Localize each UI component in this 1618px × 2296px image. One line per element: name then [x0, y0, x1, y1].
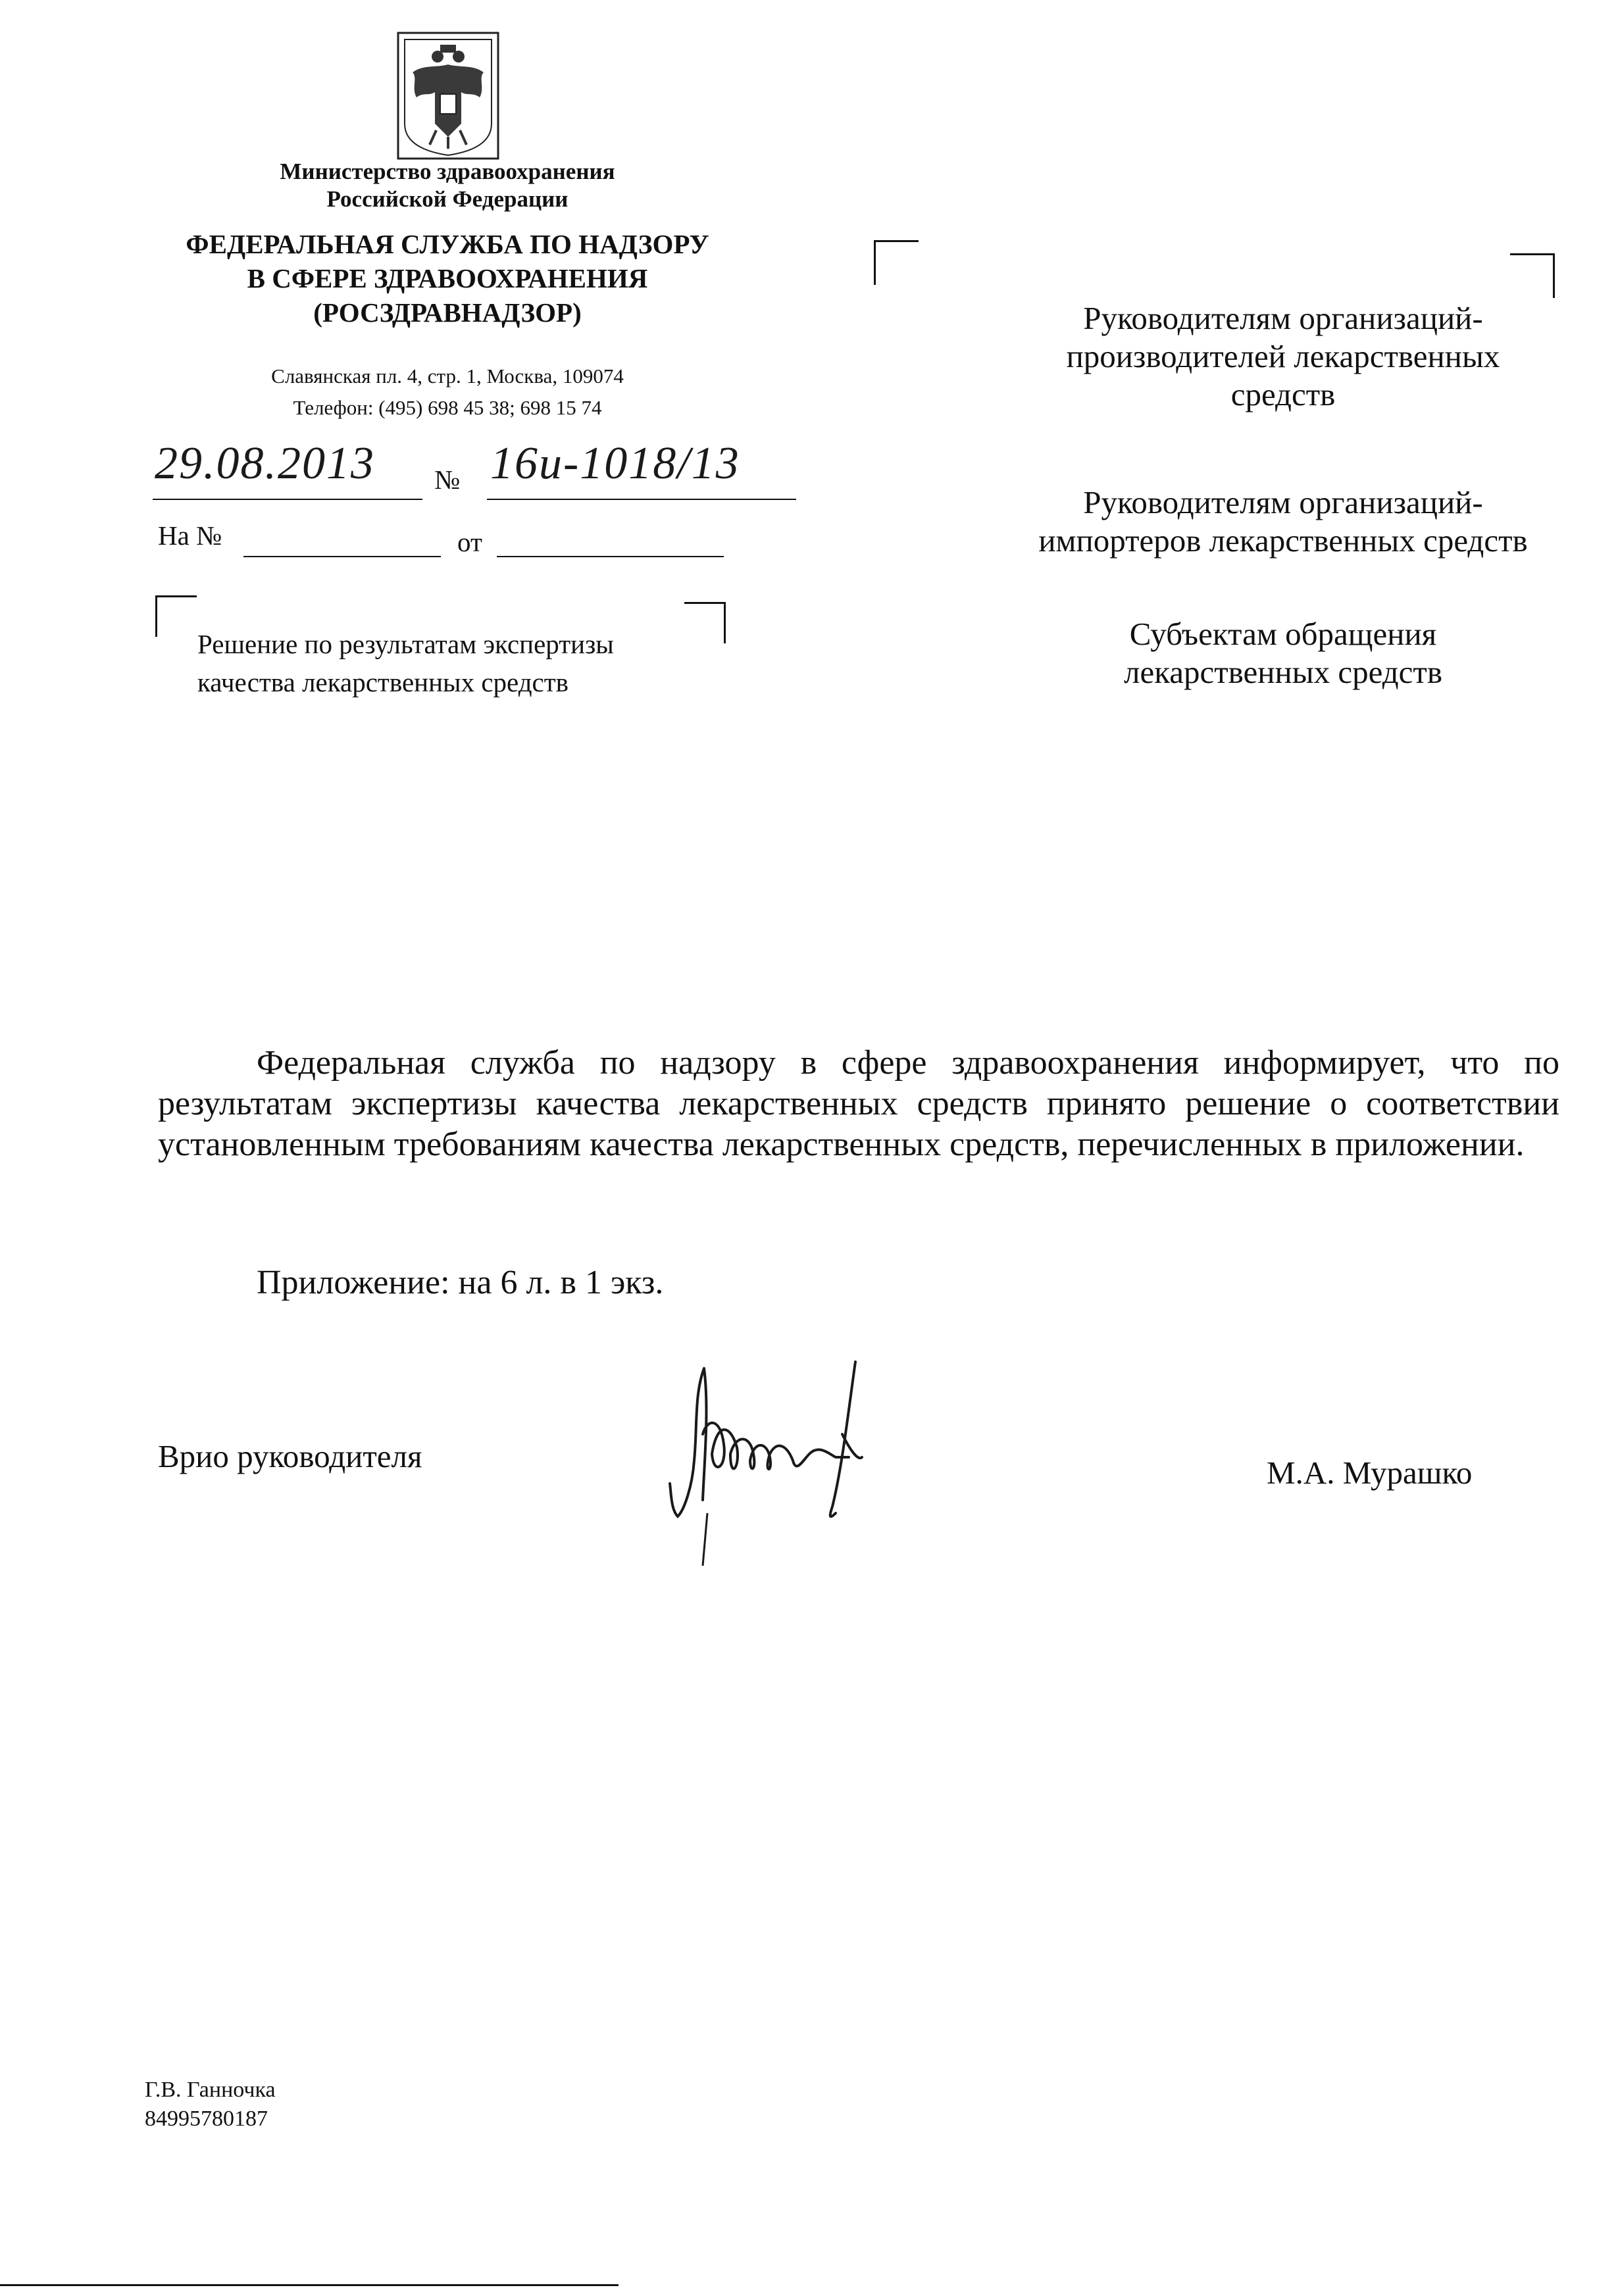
executor-phone: 84995780187: [145, 2107, 268, 2131]
executor-name: Г.В. Ганночка: [145, 2078, 276, 2102]
executor-block: [145, 2076, 276, 2134]
recipient-corner-right: [1510, 253, 1555, 298]
body-paragraph: [158, 1043, 1559, 1165]
ref-number-line: [243, 556, 441, 557]
recipient-2-line-2: импортеров лекарственных средств: [1038, 522, 1528, 559]
ref-date-label: от: [457, 527, 482, 557]
bottom-rule: [0, 2284, 619, 2286]
subject-corner-right: [684, 602, 726, 643]
service-line-2: В СФЕРЕ ЗДРАВООХРАНЕНИЯ: [247, 263, 648, 293]
recipient-1-line-1: Руководителям организаций-: [1083, 300, 1483, 336]
attachment-note: Приложение: на 6 л. в 1 экз.: [257, 1264, 664, 1301]
subject-corner-left: [155, 595, 197, 637]
subject: [197, 625, 614, 701]
registration-number: 16и-1018/13: [490, 438, 740, 489]
service-name: [79, 227, 816, 330]
recipient-1-line-2: производителей лекарственных: [1066, 338, 1500, 374]
handwritten-signature: [632, 1355, 908, 1566]
ministry-name: [132, 158, 763, 213]
recipient-3-line-1: Субъектам обращения: [1129, 616, 1437, 652]
signatory-name: М.А. Мурашко: [1267, 1455, 1473, 1491]
service-line-3: (РОСЗДРАВНАДЗОР): [313, 297, 582, 328]
recipient-2: [948, 484, 1618, 560]
service-line-1: ФЕДЕРАЛЬНАЯ СЛУЖБА ПО НАДЗОРУ: [186, 229, 709, 259]
recipient-1: [948, 299, 1618, 414]
recipient-corner-left: [874, 240, 919, 285]
subject-line-1: Решение по результатам экспертизы: [197, 629, 614, 659]
body-paragraph-text: Федеральная служба по надзору в сфере здравоохранения информирует, что по результатам экспертизы качества лекарственных средств принято решение о соответствии установленным требованиям качества лекарственных средств, перечисленных в приложении.: [158, 1044, 1559, 1163]
subject-line-2: качества лекарственных средств: [197, 667, 569, 697]
coat-of-arms-emblem: [397, 32, 499, 160]
number-underline: [487, 499, 796, 500]
date-underline: [153, 499, 422, 500]
ministry-line-1: Министерство здравоохранения: [280, 159, 615, 184]
recipient-2-line-1: Руководителям организаций-: [1083, 484, 1483, 520]
number-label: №: [434, 464, 461, 495]
address-block: [132, 361, 763, 424]
phone: Телефон: (495) 698 45 38; 698 15 74: [293, 396, 602, 419]
ref-date-line: [497, 556, 724, 557]
recipient-3: [948, 615, 1618, 691]
ministry-line-2: Российской Федерации: [326, 186, 569, 212]
recipient-1-line-3: средств: [1230, 376, 1336, 412]
registration-date: 29.08.2013: [155, 438, 375, 489]
ref-number-label: На №: [158, 520, 222, 551]
signatory-position: Врио руководителя: [158, 1438, 422, 1474]
address: Славянская пл. 4, стр. 1, Москва, 109074: [271, 364, 624, 387]
recipient-3-line-2: лекарственных средств: [1124, 654, 1442, 690]
